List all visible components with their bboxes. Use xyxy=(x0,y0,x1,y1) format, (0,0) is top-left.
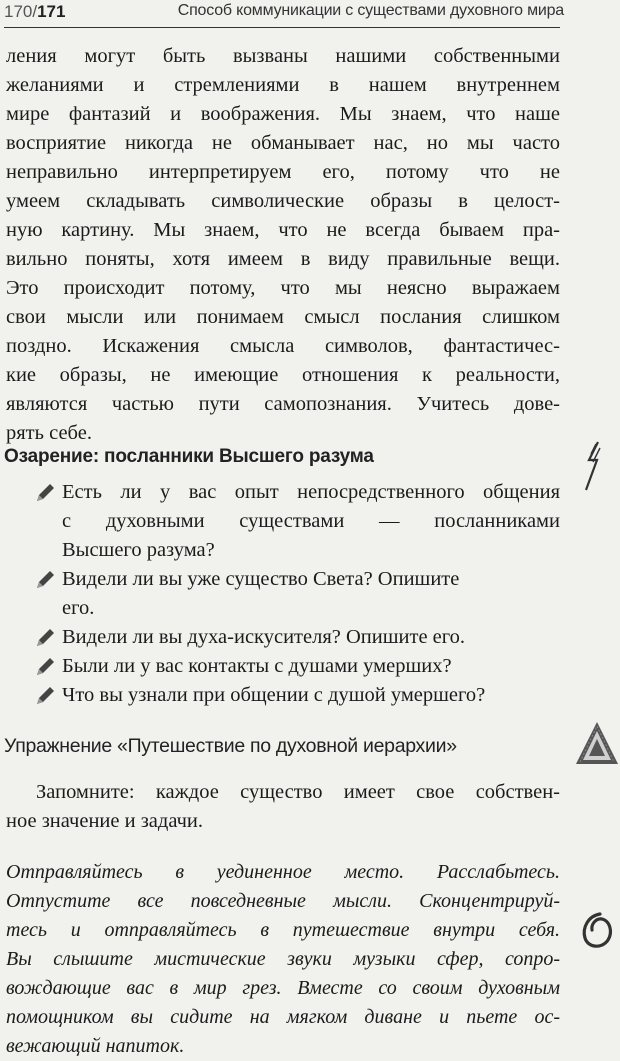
pen-icon xyxy=(34,482,56,504)
pen-icon xyxy=(34,656,56,678)
text-line: неправильно интерпретируем его, потому что не xyxy=(6,161,560,183)
exercise-instructions xyxy=(6,858,560,1061)
pen-icon xyxy=(34,569,56,591)
text-line: вождающие вас в мир грез. Вместе со своим духовным xyxy=(6,977,560,999)
paragraph-1 xyxy=(6,42,560,448)
text-line: ное значение и задачи. xyxy=(6,810,204,832)
spiral-icon xyxy=(580,910,614,950)
list-item xyxy=(0,681,560,710)
page-numbers xyxy=(4,2,65,22)
text-line: Вы слышите мистические звуки музыки сфер, сопро- xyxy=(6,948,560,970)
list-item xyxy=(0,565,560,623)
text-line: тесь и отправляйтесь в путешествие внутри себя. xyxy=(6,919,560,941)
exercise-intro xyxy=(6,778,560,836)
text-line: Отправляйтесь в уединенное место. Расслабьтесь. xyxy=(6,861,560,883)
text-line: Были ли у вас контакты с душами умерших? xyxy=(62,655,452,677)
text-line: Видели ли вы духа-искусителя? Опишите его. xyxy=(62,626,466,648)
text-line: поздно. Искажения смысла символов, фантастичес- xyxy=(6,335,560,357)
header-rule xyxy=(4,27,560,28)
insight-question-list xyxy=(0,478,560,710)
text-line: Есть ли у вас опыт непосредственного общения xyxy=(62,481,560,503)
text-line: Что вы узнали при общении с душой умершего? xyxy=(62,684,486,706)
text-line: ную картину. Мы знаем, что не всегда бываем пра- xyxy=(6,219,560,241)
pen-icon xyxy=(34,627,56,649)
text-line: желаниями и стремлениями в нашем внутреннем xyxy=(6,74,560,96)
page-number-right: 171 xyxy=(37,2,66,21)
text-line: умеем складывать символические образы в целост- xyxy=(6,190,560,212)
insight-heading: Озарение: посланники Высшего разума xyxy=(4,446,374,467)
text-line: ления могут быть вызваны нашими собственными xyxy=(6,45,560,67)
list-item xyxy=(0,623,560,652)
running-header xyxy=(4,0,564,28)
text-line: Высшего разума? xyxy=(62,539,215,561)
text-line: рять себе. xyxy=(6,422,92,444)
exercise-heading: Упражнение «Путешествие по духовной иерархии» xyxy=(4,735,457,757)
text-line: вильно поняты, хотя имеем в виду правильные вещи. xyxy=(6,248,560,270)
text-line: вежающий напиток. xyxy=(6,1035,185,1057)
text-line: с духовными существами — посланниками xyxy=(62,510,560,532)
text-line: его. xyxy=(62,597,95,619)
text-line: восприятие никогда не обманывает нас, но мы часто xyxy=(6,132,560,154)
text-line: кие образы, не имеющие отношения к реальности, xyxy=(6,364,560,386)
text-line: свои мысли или понимаем смысл послания слишком xyxy=(6,306,560,328)
text-line: Видели ли вы уже существо Света? Опишите xyxy=(62,568,460,590)
triangle-pyramid-icon xyxy=(574,720,620,768)
text-line: мире фантазий и воображения. Мы знаем, что наше xyxy=(6,103,560,125)
text-line: являются частью пути самопознания. Учитесь дове- xyxy=(6,393,560,415)
text-line: Это происходит потому, что мы неясно выражаем xyxy=(6,277,560,299)
list-item xyxy=(0,478,560,565)
pen-icon xyxy=(34,685,56,707)
lightning-arrow-icon xyxy=(580,440,608,492)
text-line: помощником вы сидите на мягком диване и пьете ос- xyxy=(6,1006,560,1028)
list-item xyxy=(0,652,560,681)
page-number-left: 170/ xyxy=(4,2,38,21)
text-line: Запомните: каждое существо имеет свое собствен- xyxy=(36,781,560,803)
text-line: Отпустите все повседневные мысли. Сконцентрируй- xyxy=(6,890,560,912)
running-title: Способ коммуникации с существами духовного мира xyxy=(177,2,564,19)
